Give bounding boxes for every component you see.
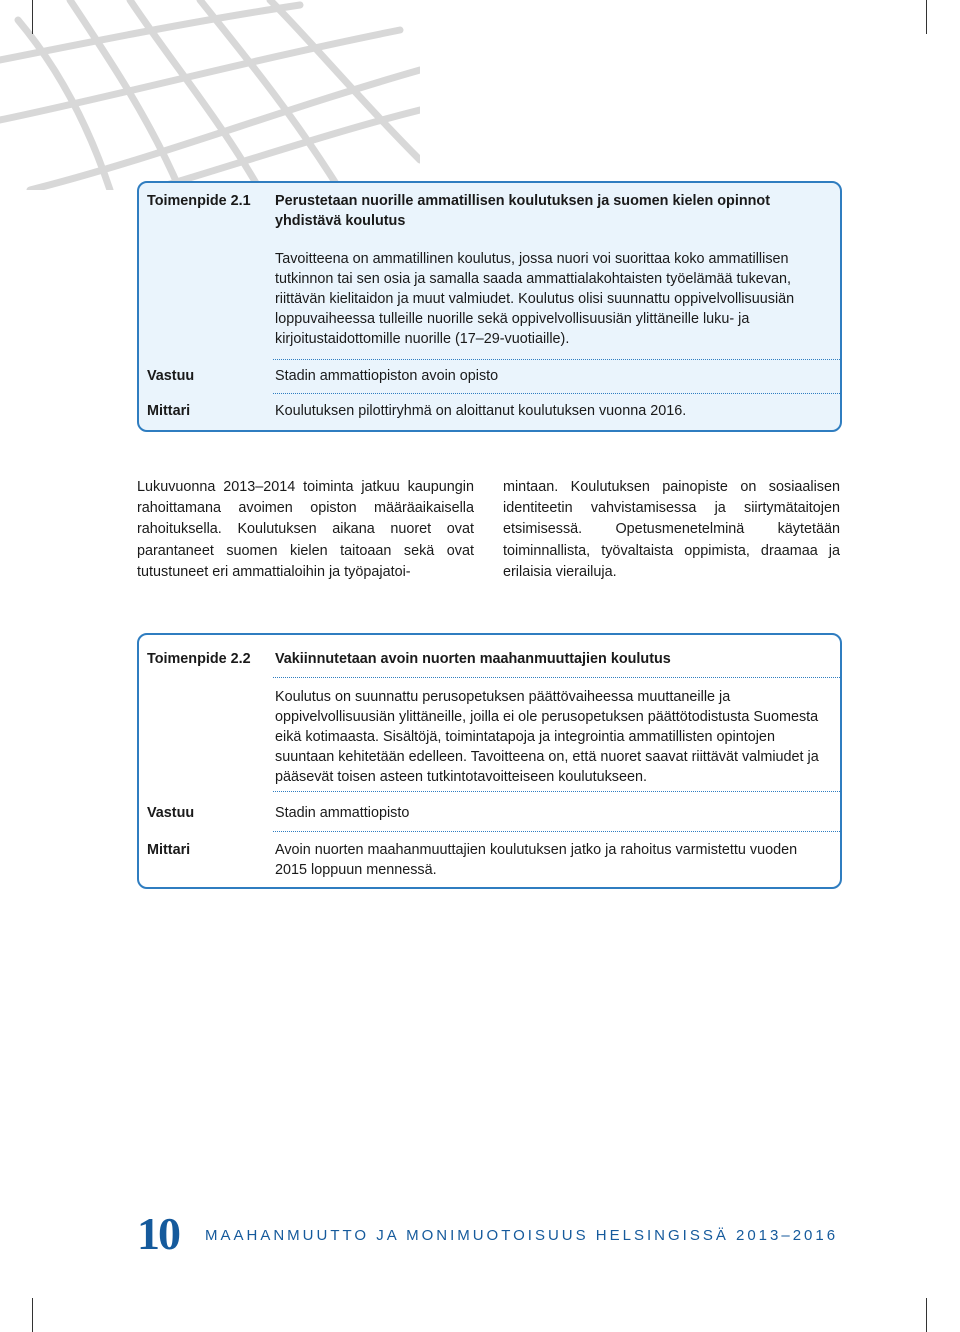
row-separator bbox=[273, 791, 840, 792]
body-text-left-column: Lukuvuonna 2013–2014 toiminta jatkuu kaupungin rahoittamana avoimen opiston määräaikaisella rahoituksella. Koulutuksen aikana nuoret ovat parantaneet suomen kielen taitoaan sekä ovat tutustuneet eri ammattialoihin ja työpajatoi- bbox=[137, 479, 474, 580]
mittari-label: Mittari bbox=[147, 403, 191, 419]
mittari-value: Koulutuksen pilottiryhmä on aloittanut koulutuksen vuonna 2016. bbox=[275, 403, 687, 419]
body-text-right-column: mintaan. Koulutuksen painopiste on sosiaalisen identiteetin vahvistamisessa ja siirtymätaitojen etsimisessä. Opetusmenetelminä käytetään toiminnallista, työvaltaista oppimista, draamaa ja erilaisia vierailuja. bbox=[503, 479, 840, 580]
row-separator bbox=[273, 359, 840, 360]
running-footer-title: MAAHANMUUTTO JA MONIMUOTOISUUS HELSINGISSÄ 2013–2016 bbox=[205, 1227, 839, 1244]
measure-description: Koulutus on suunnattu perusopetuksen päättövaiheessa muuttaneille ja oppivelvollisuusiän ylittäneille, joilla ei ole perusopetuksen päättötodistusta Suomesta eikä kotimaasta. Sisältöjä, toimintatapoja ja integrointia ammatillisten opintojen suuntaan kehitetään edelleen. Tavoitteena on, että nuoret saavat riittävät valmiudet ja pääsevät toisen asteen tutkintotavoitteiseen koulutukseen. bbox=[275, 689, 819, 785]
row-separator bbox=[273, 677, 840, 678]
measure-description: Tavoitteena on ammatillinen koulutus, jossa nuori voi suorittaa koko ammatillisen tutkinnon tai sen osia ja samalla saada ammattialakohtaisten työelämää tukevan, riittävän kielitaidon ja muut valmiudet. Koulutus olisi suunnattu oppivelvollisuusiän loppuvaiheessa tulleille nuorille sekä oppivelvollisuusiän ylittäneille luku- ja kirjoitustaidottomille nuorille (17–29-vuotiaille). bbox=[275, 251, 795, 347]
measure-title: Perustetaan nuorille ammatillisen koulutuksen ja suomen kielen opinnot yhdistävä koulutus bbox=[275, 193, 770, 229]
row-separator bbox=[273, 831, 840, 832]
globe-graphic bbox=[0, 0, 420, 190]
mittari-label: Mittari bbox=[147, 842, 191, 858]
measure-label: Toimenpide 2.2 bbox=[147, 651, 251, 667]
vastuu-value: Stadin ammattiopisto bbox=[275, 805, 410, 821]
mittari-value: Avoin nuorten maahanmuuttajien koulutuksen jatko ja rahoitus varmistettu vuoden 2015 loppuun mennessä. bbox=[275, 842, 798, 878]
vastuu-label: Vastuu bbox=[147, 805, 195, 821]
measure-title: Vakiinnutetaan avoin nuorten maahanmuuttajien koulutus bbox=[275, 651, 671, 667]
measure-card-2-2 bbox=[137, 633, 842, 889]
measure-label: Toimenpide 2.1 bbox=[147, 193, 251, 209]
vastuu-value: Stadin ammattiopiston avoin opisto bbox=[275, 368, 499, 384]
row-separator bbox=[273, 393, 840, 394]
page-number: 10 bbox=[137, 1208, 179, 1259]
vastuu-label: Vastuu bbox=[147, 368, 195, 384]
measure-card-2-1 bbox=[137, 181, 842, 432]
